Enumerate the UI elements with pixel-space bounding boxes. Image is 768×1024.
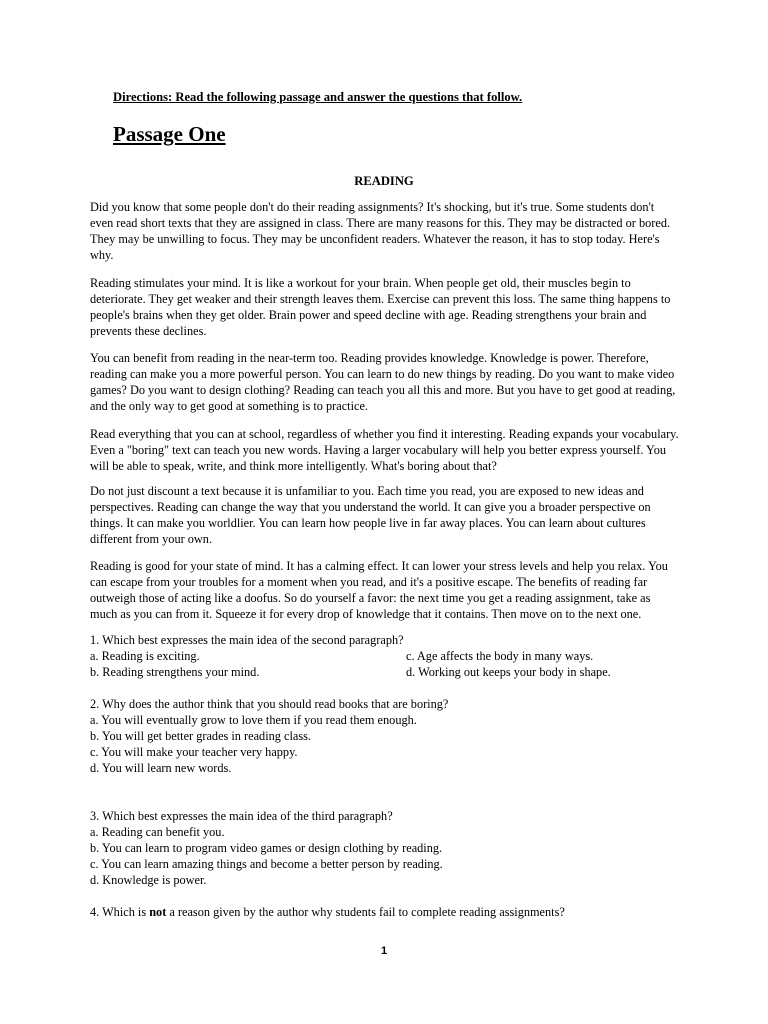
question-2-option-b: b. You will get better grades in reading class.: [90, 729, 311, 743]
passage-title: Passage One: [113, 122, 226, 146]
paragraph-3: You can benefit from reading in the near-term too. Reading provides knowledge. Knowledge is power. Therefore, reading can make you a more powerful person. You can learn to do new things by reading. Do you want to make video games? Do you want to design clothing? Reading can teach you all this and more. But you have to get good at reading, and the only way to get good at something is to practice.: [90, 351, 676, 413]
question-2-option-a: a. You will eventually grow to love them if you read them enough.: [90, 713, 417, 727]
section-title: READING: [354, 174, 414, 188]
question-1-option-b: b. Reading strengthens your mind.: [90, 665, 260, 679]
directions-heading: Directions: Read the following passage and answer the questions that follow.: [113, 90, 523, 104]
question-4-stem-emphasis: not: [149, 905, 167, 919]
paragraph-5: Do not just discount a text because it is unfamiliar to you. Each time you read, you are exposed to new ideas and perspectives. Reading can change the way that you understand the world. It can give you a broader perspective on things. It can make you worldlier. You can learn how people live in far away places. You can learn about cultures different from your own.: [90, 484, 651, 546]
question-2-option-d: d. You will learn new words.: [90, 761, 232, 775]
question-1-stem: 1. Which best expresses the main idea of the second paragraph?: [90, 633, 404, 647]
question-3-stem: 3. Which best expresses the main idea of the third paragraph?: [90, 809, 393, 823]
page-number: 1: [380, 945, 388, 957]
question-3: [90, 808, 690, 888]
question-4-stem-after: a reason given by the author why students fail to complete reading assignments?: [166, 905, 565, 919]
question-3-option-b: b. You can learn to program video games or design clothing by reading.: [90, 841, 443, 855]
question-3-option-a: a. Reading can benefit you.: [90, 825, 225, 839]
question-1-option-d: d. Working out keeps your body in shape.: [406, 665, 611, 679]
paragraph-4: Read everything that you can at school, regardless of whether you find it interesting. Reading expands your vocabulary. Even a "boring" text can teach you new words. Having a larger vocabulary will help you better express yourself. You will be able to speak, write, and think more intelligently. What's boring about that?: [90, 427, 679, 473]
question-1-option-c: c. Age affects the body in many ways.: [406, 649, 594, 663]
paragraph-2: Reading stimulates your mind. It is like a workout for your brain. When people get old, their muscles begin to deteriorate. They get weaker and their strength leaves them. Exercise can prevent this loss. The same thing happens to people's brains when they get older. Brain power and speed decline with age. Reading strengthens your brain and prevents these declines.: [90, 276, 671, 338]
question-4-stem: [90, 904, 690, 920]
question-1: [90, 632, 690, 680]
question-4-stem-before: 4. Which is: [90, 905, 150, 919]
question-2-stem: 2. Why does the author think that you should read books that are boring?: [90, 697, 449, 711]
question-3-option-d: d. Knowledge is power.: [90, 873, 207, 887]
paragraph-1: Did you know that some people don't do their reading assignments? It's shocking, but it's true. Some students don't even read short texts that they are assigned in class. There are many reasons for this. They may be distracted or bored. They may be unwilling to focus. They may be unconfident readers. Whatever the reason, it has to stop today. Here's why.: [90, 200, 671, 262]
question-2-option-c: c. You will make your teacher very happy.: [90, 745, 298, 759]
paragraph-6: Reading is good for your state of mind. It has a calming effect. It can lower your stress levels and help you relax. You can escape from your troubles for a moment when you read, and it's a positive escape. The benefits of reading far outweigh those of acting like a doofus. So do yourself a favor: the next time you get a reading assignment, take as much as you can from it. Squeeze it for every drop of knowledge that it contains. Then move on to the next one.: [90, 559, 668, 621]
question-1-option-a: a. Reading is exciting.: [90, 649, 200, 663]
question-3-option-c: c. You can learn amazing things and become a better person by reading.: [90, 857, 443, 871]
question-2: [90, 696, 690, 776]
question-4: [90, 904, 690, 920]
